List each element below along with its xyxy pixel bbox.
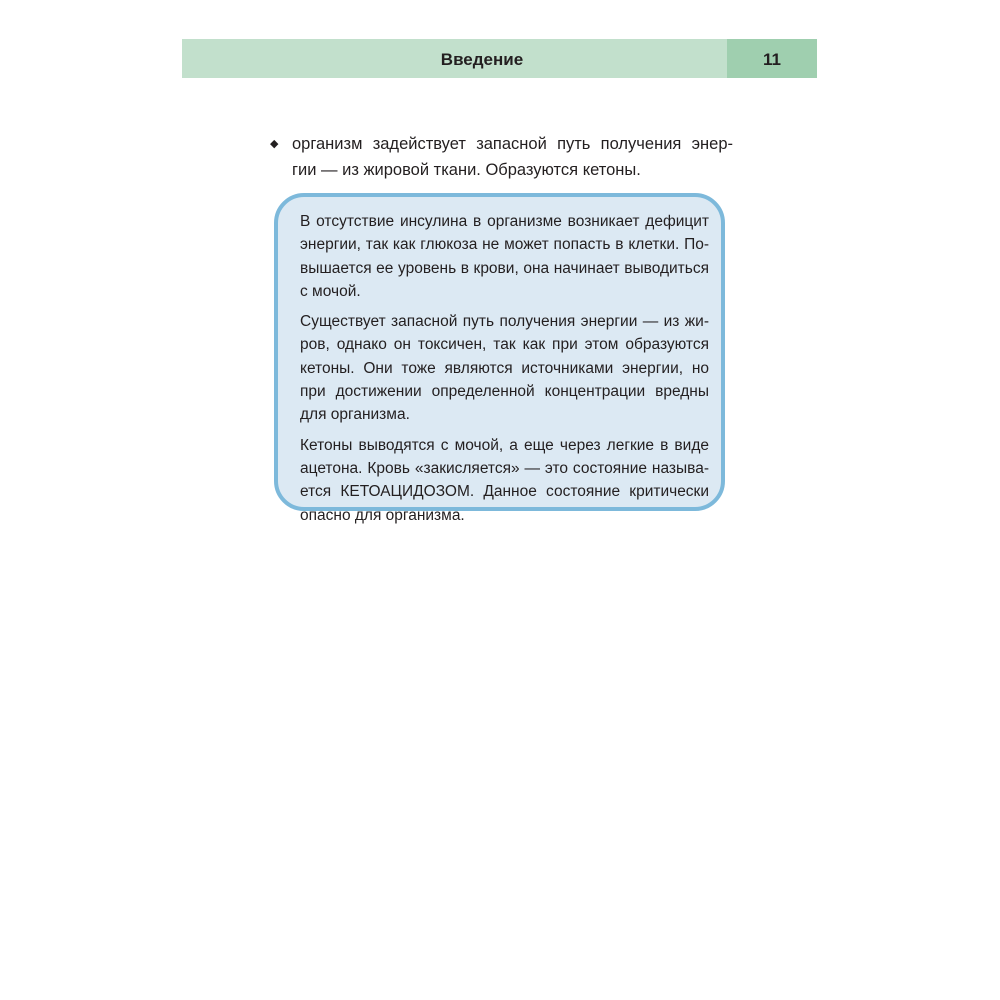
paragraph-line: Кетоны выводятся с мочой, а еще через легкие в виде: [300, 436, 709, 454]
info-callout-box: [274, 193, 725, 524]
callout-paragraph-3: [300, 434, 709, 527]
paragraph-line: вышается ее уровень в крови, она начинает выводиться: [300, 259, 709, 277]
bullet-item: [270, 131, 734, 183]
paragraph-line: ется КЕТОАЦИДОЗОМ. Данное состояние критически: [300, 483, 709, 501]
paragraph-line: опасно для организма.: [300, 506, 465, 524]
paragraph-line: с мочой.: [300, 282, 361, 300]
paragraph-line: ров, однако он токсичен, так как при этом образуются: [300, 336, 709, 354]
paragraph-line: для организма.: [300, 406, 410, 424]
bullet-diamond-icon: ◆: [270, 138, 279, 150]
callout-paragraph-1: [300, 210, 709, 303]
page-number-box: [727, 39, 817, 78]
paragraph-line: энергии, так как глюкоза не может попасть в клетки. По-: [300, 236, 709, 254]
paragraph-line: при достижении определенной концентрации вредны: [300, 383, 709, 401]
bullet-line: организм задействует запасной путь получения энер-: [292, 135, 733, 153]
section-header-bar: [182, 39, 727, 78]
page-number: 11: [763, 50, 781, 69]
paragraph-line: Существует запасной путь получения энергии — из жи-: [300, 313, 709, 331]
paragraph-line: кетоны. Они тоже являются источниками энергии, но: [300, 359, 709, 377]
callout-content: [300, 210, 709, 534]
bullet-line: гии — из жировой ткани. Образуются кетоны.: [292, 161, 641, 179]
paragraph-line: В отсутствие инсулина в организме возникает дефицит: [300, 213, 709, 230]
section-title: Введение: [440, 50, 524, 69]
paragraph-line: ацетона. Кровь «закисляется» — это состояние называ-: [300, 459, 709, 477]
callout-paragraph-2: [300, 310, 709, 426]
